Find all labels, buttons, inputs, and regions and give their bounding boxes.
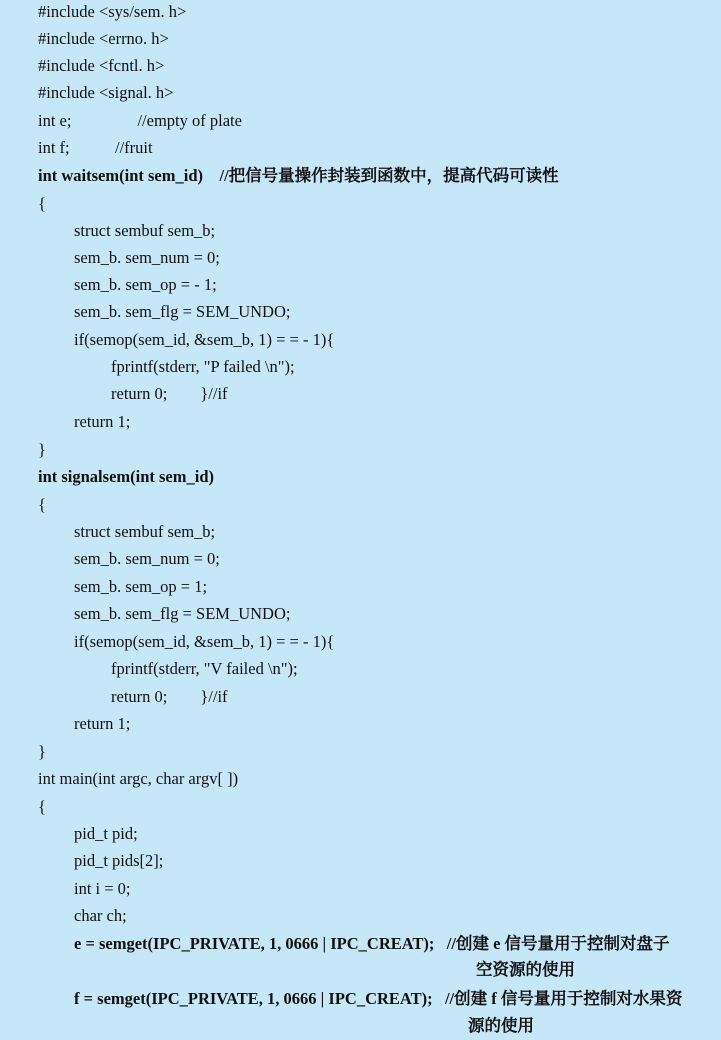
code-line: char ch;	[74, 906, 127, 925]
code-line: pid_t pid;	[74, 824, 138, 843]
code-line-semget-e: e = semget(IPC_PRIVATE, 1, 0666 | IPC_CREAT); //创建 e 信号量用于控制对盘子	[74, 934, 670, 953]
code-line: #include <fcntl. h>	[38, 56, 165, 75]
code-line: return 0; }//if	[111, 687, 228, 706]
code-line: {	[38, 495, 46, 514]
code-line-semget-f-comment-cont: 源的使用	[468, 1016, 534, 1035]
code-line: sem_b. sem_num = 0;	[74, 549, 220, 568]
code-line-signalsem-signature: int signalsem(int sem_id)	[38, 467, 215, 486]
code-line-semget-f: f = semget(IPC_PRIVATE, 1, 0666 | IPC_CREAT); //创建 f 信号量用于控制对水果资	[74, 989, 683, 1008]
code-line: sem_b. sem_flg = SEM_UNDO;	[74, 302, 291, 321]
code-line: fprintf(stderr, "P failed \n");	[111, 357, 295, 376]
code-line: sem_b. sem_num = 0;	[74, 248, 220, 267]
code-line: }	[38, 742, 46, 761]
code-line: {	[38, 797, 46, 816]
code-line: pid_t pids[2];	[74, 851, 164, 870]
code-line: return 0; }//if	[111, 384, 228, 403]
code-line: int main(int argc, char argv[ ])	[38, 769, 239, 788]
code-line: int i = 0;	[74, 879, 131, 898]
code-line: if(semop(sem_id, &sem_b, 1) = = - 1){	[74, 632, 335, 651]
code-line-waitsem-signature: int waitsem(int sem_id) //把信号量操作封装到函数中，提高代码可读性	[38, 166, 559, 185]
code-line: int f; //fruit	[38, 138, 153, 157]
code-line: {	[38, 194, 46, 213]
code-line: #include <errno. h>	[38, 29, 169, 48]
code-line: struct sembuf sem_b;	[74, 221, 216, 240]
code-line: if(semop(sem_id, &sem_b, 1) = = - 1){	[74, 330, 335, 349]
code-line: #include <sys/sem. h>	[38, 2, 187, 21]
code-line: struct sembuf sem_b;	[74, 522, 216, 541]
code-line: }	[38, 440, 46, 459]
code-line: sem_b. sem_flg = SEM_UNDO;	[74, 604, 291, 623]
code-line: return 1;	[74, 412, 131, 431]
code-line: int e; //empty of plate	[38, 111, 242, 130]
code-line: return 1;	[74, 714, 131, 733]
code-line: #include <signal. h>	[38, 83, 174, 102]
code-line: fprintf(stderr, "V failed \n");	[111, 659, 298, 678]
code-line-semget-e-comment-cont: 空资源的使用	[476, 960, 575, 979]
code-line: sem_b. sem_op = - 1;	[74, 275, 217, 294]
code-line: sem_b. sem_op = 1;	[74, 577, 208, 596]
